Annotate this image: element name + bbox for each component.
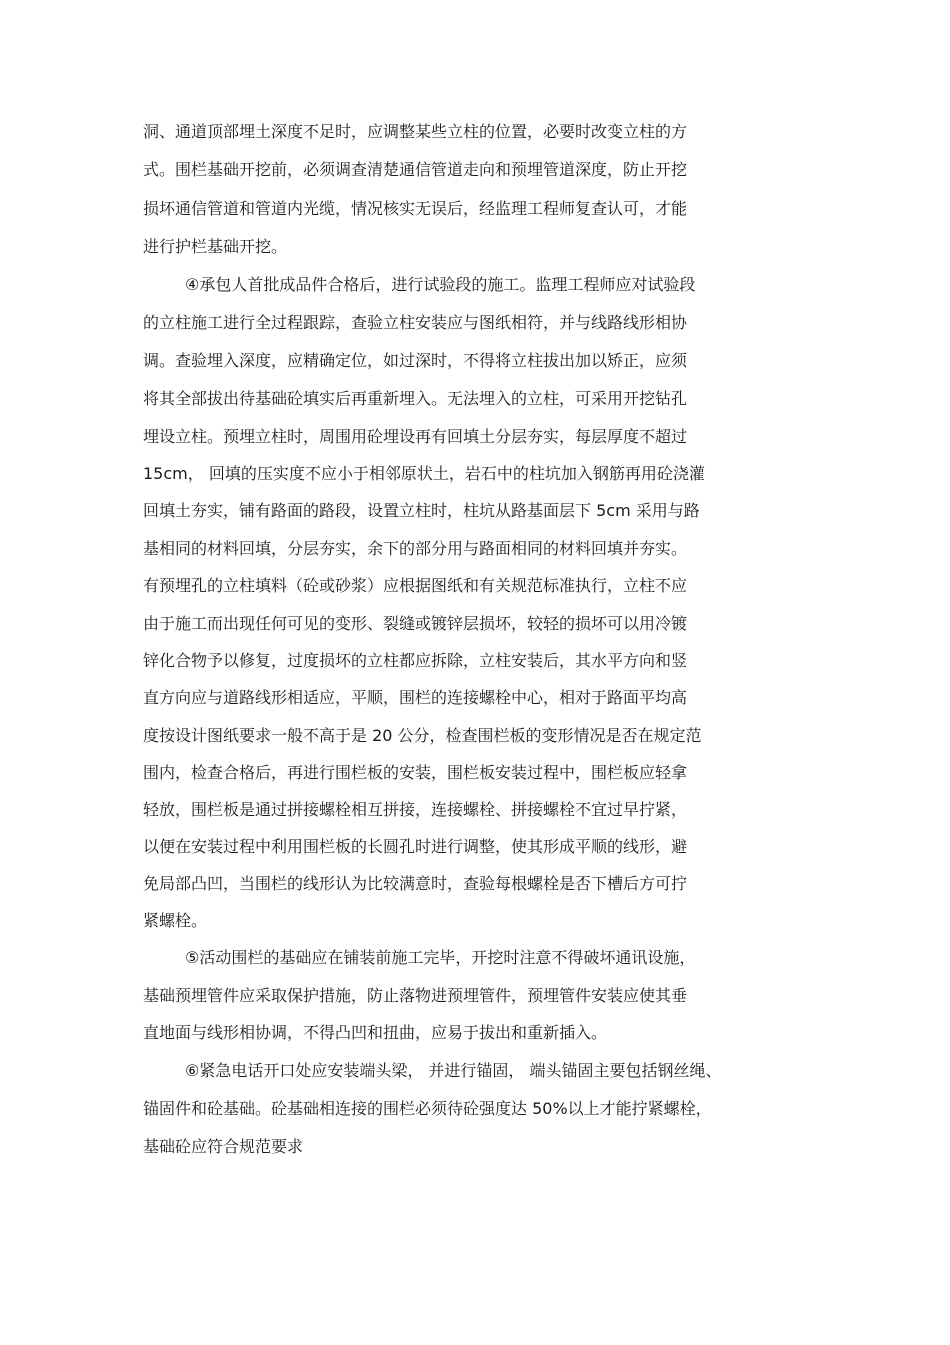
text-line: 式。围栏基础开挖前，必须调查清楚通信管道走向和预埋管道深度，防止开挖 xyxy=(143,160,688,179)
text-line: 基础砼应符合规范要求 xyxy=(143,1137,304,1156)
text-line: 埋设立柱。预埋立柱时，周围用砼埋设再有回填土分层夯实，每层厚度不超过 xyxy=(143,427,688,446)
text-line: 进行护栏基础开挖。 xyxy=(143,237,288,256)
text-line: ④承包人首批成品件合格后，进行试验段的施工。监理工程师应对试验段 xyxy=(185,275,696,294)
text-line: 免局部凸凹，当围栏的线形认为比较满意时，查验每根螺栓是否下槽后方可拧 xyxy=(143,874,688,893)
text-line: 锌化合物予以修复，过度损坏的立柱都应拆除，立柱安装后，其水平方向和竖 xyxy=(143,651,688,670)
text-line: 围内，检查合格后，再进行围栏板的安装，围栏板安装过程中，围栏板应轻拿 xyxy=(143,763,688,782)
text-line: 15cm， 回填的压实度不应小于相邻原状土，岩石中的柱坑加入钢筋再用砼浇灌 xyxy=(143,464,705,483)
text-line: 将其全部拔出待基础砼填实后再重新埋入。无法埋入的立柱，可采用开挖钻孔 xyxy=(143,389,688,408)
text-line: 调。查验埋入深度，应精确定位，如过深时，不得将立柱拔出加以矫正，应须 xyxy=(143,351,688,370)
text-line: 锚固件和砼基础。砼基础相连接的围栏必须待砼强度达 50%以上才能拧紧螺栓， xyxy=(143,1099,712,1118)
text-line: 的立柱施工进行全过程跟踪，查验立柱安装应与图纸相符，并与线路线形相协 xyxy=(143,313,688,332)
text-line: 度按设计图纸要求一般不高于是 20 公分，检查围栏板的变形情况是否在规定范 xyxy=(143,726,702,745)
text-line: 基础预埋管件应采取保护措施，防止落物进预埋管件，预埋管件安装应使其垂 xyxy=(143,986,688,1005)
text-line: 回填土夯实，铺有路面的路段，设置立柱时，柱坑从路基面层下 5cm 采用与路 xyxy=(143,501,700,520)
text-line: ⑥紧急电话开口处应安装端头梁， 并进行锚固， 端头锚固主要包括钢丝绳、 xyxy=(185,1061,722,1080)
text-line: 由于施工而出现任何可见的变形、裂缝或镀锌层损坏，较轻的损坏可以用冷镀 xyxy=(143,614,688,633)
text-line: 以便在安装过程中利用围栏板的长圆孔时进行调整，使其形成平顺的线形，避 xyxy=(143,837,688,856)
text-line: 轻放，围栏板是通过拼接螺栓相互拼接，连接螺栓、拼接螺栓不宜过早拧紧， xyxy=(143,800,688,819)
text-line: 洞、通道顶部埋土深度不足时，应调整某些立柱的位置，必要时改变立柱的方 xyxy=(143,122,688,141)
text-line: 有预埋孔的立柱填料（砼或砂浆）应根据图纸和有关规范标准执行，立柱不应 xyxy=(143,576,688,595)
text-line: 直方向应与道路线形相适应，平顺，围栏的连接螺栓中心，相对于路面平均高 xyxy=(143,688,688,707)
text-line: 直地面与线形相协调，不得凸凹和扭曲，应易于拔出和重新插入。 xyxy=(143,1023,608,1042)
text-line: ⑤活动围栏的基础应在铺装前施工完毕，开挖时注意不得破坏通讯设施， xyxy=(185,948,696,967)
text-line: 紧螺栓。 xyxy=(143,911,208,930)
text-line: 损坏通信管道和管道内光缆，情况核实无误后，经监理工程师复查认可，才能 xyxy=(143,199,688,218)
text-line: 基相同的材料回填，分层夯实，余下的部分用与路面相同的材料回填并夯实。 xyxy=(143,539,688,558)
